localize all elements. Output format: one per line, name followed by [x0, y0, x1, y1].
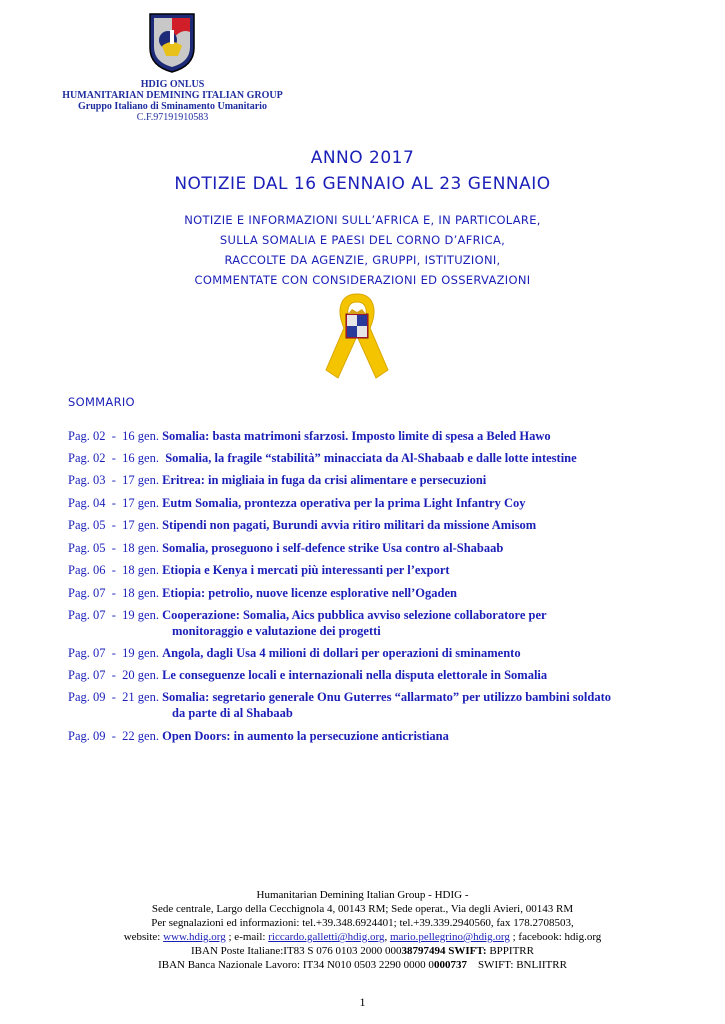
- toc-item-title: Le conseguenze locali e internazionali nella disputa elettorale in Somalia: [162, 668, 548, 682]
- org-name: HDIG ONLUS: [140, 79, 205, 90]
- toc-item-page: Pag. 07 - 18 gen.: [68, 586, 163, 600]
- footer-iban-poste: IBAN Poste Italiane:IT83 S 076 0103 2000 00038797494 SWIFT: BPPITRR: [191, 945, 534, 957]
- toc-item[interactable]: [68, 540, 668, 562]
- toc-item[interactable]: [68, 585, 668, 607]
- toc-item-title: Angola, dagli Usa 4 milioni di dollari per operazioni di sminamento: [162, 646, 521, 660]
- toc-item[interactable]: [68, 667, 668, 689]
- toc-item-page: Pag. 02 - 16 gen.: [68, 451, 166, 465]
- toc-item-page: Pag. 07 - 20 gen.: [68, 668, 163, 682]
- website-link[interactable]: www.hdig.org: [163, 931, 226, 943]
- toc-list: [68, 428, 668, 750]
- org-italian-name: Gruppo Italiano di Sminamento Umanitario: [78, 101, 267, 112]
- toc-item-title: Stipendi non pagati, Burundi avvia ritiro militari da missione Amisom: [162, 518, 537, 532]
- footer-iban-bnl: IBAN Banca Nazionale Lavoro: IT34 N010 0503 2290 0000 0000737 SWIFT: BNLIITRR: [158, 959, 567, 971]
- footer-address: Sede centrale, Largo della Cecchignola 4, 00143 RM; Sede operat., Via degli Avieri, 00143 RM: [151, 903, 574, 915]
- subtitle-line-1: NOTIZIE E INFORMAZIONI SULL’AFRICA E, IN PARTICOLARE,: [184, 213, 541, 227]
- toc-item-title: Somalia: basta matrimoni sfarzosi. Imposto limite di spesa a Beled Hawo: [162, 429, 551, 443]
- toc-item[interactable]: [68, 495, 668, 517]
- toc-item[interactable]: [68, 607, 668, 645]
- hdig-logo: [148, 12, 196, 74]
- org-full-name: HUMANITARIAN DEMINING ITALIAN GROUP: [62, 90, 283, 101]
- toc-item[interactable]: [68, 428, 668, 450]
- toc-item-title: Etiopia: petrolio, nuove licenze esplorative nell’Ogaden: [162, 586, 457, 600]
- yellow-ribbon-icon: [316, 290, 398, 380]
- toc-item[interactable]: [68, 689, 668, 728]
- footer-org: Humanitarian Demining Italian Group - HDIG -: [256, 889, 469, 901]
- toc-item[interactable]: [68, 645, 668, 667]
- toc-item-title: Somalia: segretario generale Onu Guterres “allarmato” per utilizzo bambini soldato: [162, 690, 612, 704]
- title-year: ANNO 2017: [310, 148, 415, 168]
- toc-item-page: Pag. 07 - 19 gen.: [68, 646, 163, 660]
- toc-item-page: Pag. 03 - 17 gen.: [68, 473, 163, 487]
- toc-item-title: Etiopia e Kenya i mercati più interessanti per l’export: [162, 563, 450, 577]
- toc-item-page: Pag. 09 - 22 gen.: [68, 729, 163, 743]
- toc-item-title: Eutm Somalia, prontezza operativa per la prima Light Infantry Coy: [162, 496, 526, 510]
- toc-item-title: Cooperazione: Somalia, Aics pubblica avviso selezione collaboratore per: [162, 608, 547, 622]
- toc-item[interactable]: [68, 450, 668, 472]
- toc-item-title: Eritrea: in migliaia in fuga da crisi alimentare e persecuzioni: [162, 473, 487, 487]
- footer-phone: Per segnalazioni ed informazioni: tel.+39.348.6924401; tel.+39.339.2940560, fax 178.2708503,: [151, 917, 574, 929]
- page-number: 1: [359, 995, 366, 1009]
- toc-item-title: Somalia, proseguono i self-defence strike Usa contro al-Shabaab: [162, 541, 504, 555]
- toc-item-page: Pag. 04 - 17 gen.: [68, 496, 163, 510]
- email-link-pellegrino[interactable]: mario.pellegrino@hdig.org: [389, 931, 510, 943]
- toc-item-title: Open Doors: in aumento la persecuzione anticristiana: [162, 729, 449, 743]
- toc-item[interactable]: [68, 728, 668, 750]
- toc-item-title-cont: monitoraggio e valutazione dei progetti: [172, 624, 381, 638]
- subtitle-line-4: COMMENTATE CON CONSIDERAZIONI ED OSSERVAZIONI: [194, 273, 531, 287]
- toc-item-page: Pag. 06 - 18 gen.: [68, 563, 163, 577]
- title-dates: NOTIZIE DAL 16 GENNAIO AL 23 GENNAIO: [174, 174, 551, 194]
- toc-item[interactable]: [68, 472, 668, 495]
- toc-item-page: Pag. 07 - 19 gen.: [68, 608, 163, 622]
- toc-item[interactable]: [68, 517, 668, 540]
- toc-item-page: Pag. 05 - 18 gen.: [68, 541, 163, 555]
- subtitle-line-2: SULLA SOMALIA E PAESI DEL CORNO D’AFRICA,: [219, 233, 506, 247]
- toc-item-page: Pag. 02 - 16 gen.: [68, 429, 163, 443]
- tax-code: C.F.97191910583: [136, 112, 209, 123]
- toc-item[interactable]: [68, 562, 668, 585]
- toc-item-title: Somalia, la fragile “stabilità” minacciata da Al-Shabaab e dalle lotte intestine: [165, 451, 577, 465]
- toc-item-title-cont: da parte di al Shabaab: [172, 706, 293, 720]
- sommario-heading: SOMMARIO: [68, 395, 135, 409]
- footer-contacts: website: www.hdig.org ; e-mail: riccardo.galletti@hdig.org, mario.pellegrino@hdig.org ; facebook: hdig.org: [123, 931, 602, 943]
- subtitle-line-3: RACCOLTE DA AGENZIE, GRUPPI, ISTITUZIONI,: [224, 253, 501, 267]
- toc-item-page: Pag. 05 - 17 gen.: [68, 518, 163, 532]
- toc-item-page: Pag. 09 - 21 gen.: [68, 690, 163, 704]
- email-link-galletti[interactable]: riccardo.galletti@hdig.org: [268, 931, 385, 943]
- footer: [0, 888, 725, 972]
